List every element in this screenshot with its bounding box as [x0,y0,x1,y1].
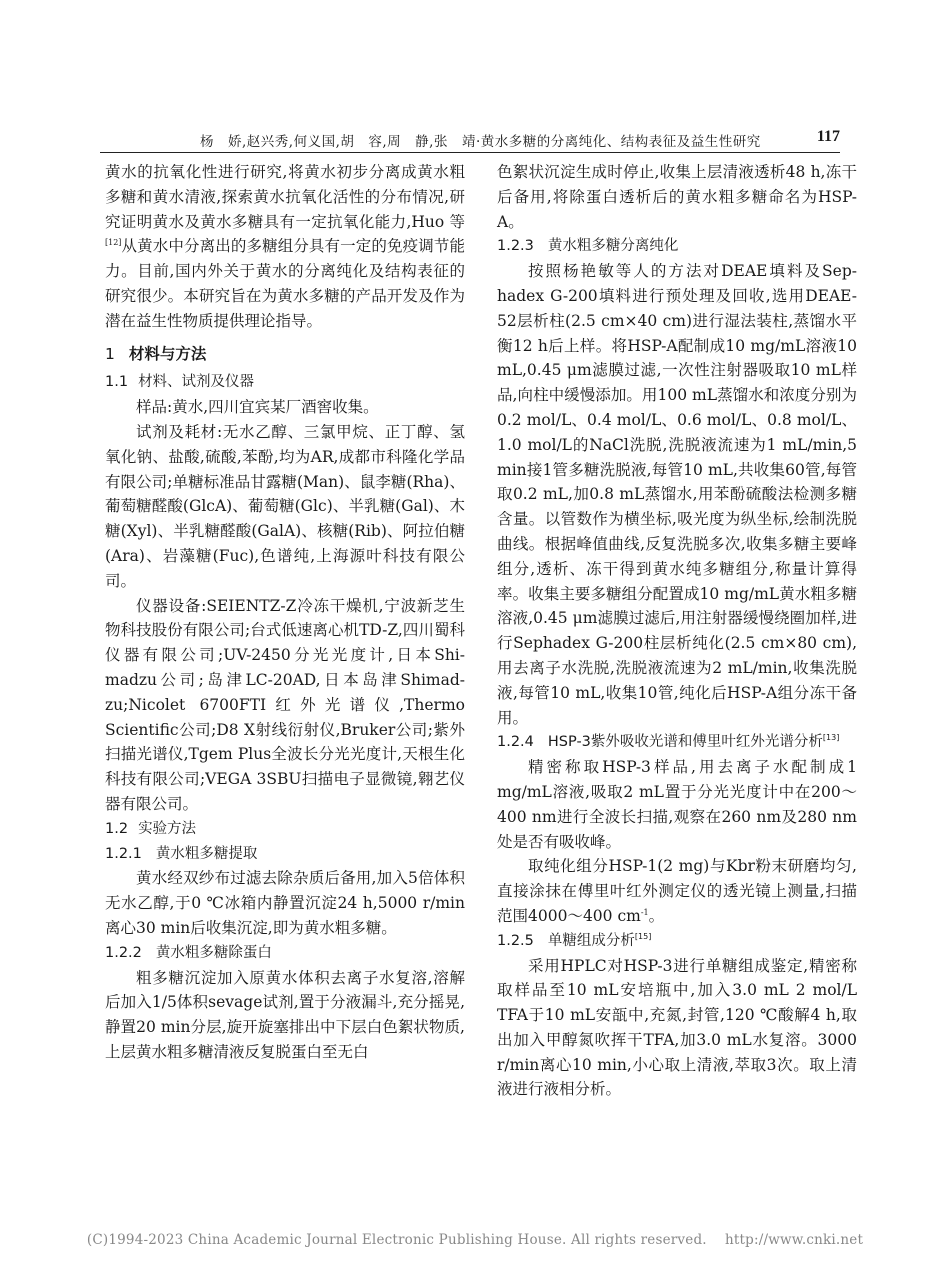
section-1-2-3-heading: 1.2.3 黄水粗多糖分离纯化 [497,238,679,255]
page-number: 117 [816,128,840,145]
monosaccharide-paragraph: 采用HPLC对HSP-3进行单糖组成鉴定,精密称取样品至10 mL安培瓶中,加入3.0 mL 2 mol/L TFA于10 mL安瓿中,充氮,封管,120 ℃酸解4 h,取出加入甲醇氮吹挥干TFA,加3.0 mL水复溶。3000 r/min离心10 min,小心取上清液,萃取3次。取上清液进行液相分析。 [497,956,857,1099]
ir-spectrum-paragraph: 取纯化组分HSP-1(2 mg)与Kbr粉末研磨均匀,直接涂抹在傅里叶红外测定仪的透光镜上测量,扫描范围4000～400 $cm^{-1}$。 [497,857,857,925]
section-1-2-5-heading: 1.2.5 单糖组成分析[15] [497,931,652,949]
copyright-footer: (C)1994-2023 China Academic Journal Electronic Publishing House. All rights reserved. http://www.cnki.net [86,1232,864,1248]
reagents-paragraph: 试剂及耗材:无水乙醇、三氯甲烷、正丁醇、氢氧化钠、盐酸,硫酸,苯酚,均为AR,成都市科隆化学品有限公司;单糖标准品甘露糖(Man)、鼠李糖(Rha)、葡萄糖醛酸(GlcA)、葡萄糖(Glc)、半乳糖(Gal)、木糖(Xyl)、半乳糖醛酸(GalA)、核糖(Rib)、阿拉伯糖(Ara)、岩藻糖(Fuc),色谱纯,上海源叶科技有限公司。 [105,422,465,590]
left-column [105,160,465,1065]
section-1-2-1-heading: 1.2.1 黄水粗多糖提取 [105,845,258,862]
sample-paragraph: 样品:黄水,四川宜宾某厂酒窖收集。 [136,398,379,417]
intro-paragraph: 黄水的抗氧化性进行研究,将黄水初步分离成黄水粗多糖和黄水清液,探索黄水抗氧化活性的分布情况,研究证明黄水及黄水多糖具有一定抗氧化能力,Huo 等[12]从黄水中分离出的多糖组分具有一定的免疫调节能力。目前,国内外关于黄水的分离纯化及结构表征的研究很少。本研究旨在为黄水多糖的产品开发及作为潜在益生性物质提供理论指导。 [105,163,465,330]
right-column [497,160,857,1102]
deproteinization-continued: 色絮状沉淀生成时停止,收集上层清液透析48 h,冻干后备用,将除蛋白透析后的黄水粗多糖命名为HSP-A。 [497,163,857,231]
citation-12[interactable]: [12] [105,238,122,248]
section-1-heading: 1 材料与方法 [105,344,207,363]
instruments-paragraph: 仪器设备:SEIENTZ-Z冷冻干燥机,宁波新芝生物科技股份有限公司;台式低速离心机TD-Z,四川蜀科仪器有限公司;UV-2450分光光度计,日本Shi-madzu公司;岛津LC-20AD,日本岛津Shimad-zu;Nicolet 6700FTI红外光谱仪,Thermo Scientific公司;D8 X射线衍射仪,Bruker公司;紫外扫描光谱仪,Tgem Plus全波长分光光度计,天根生化科技有限公司;VEGA 3SBU扫描电子显微镜,翱艺仪器有限公司。 [105,596,465,813]
purification-paragraph: 按照杨艳敏等人的方法对DEAE填料及Sep-hadex G-200填料进行预处理及回收,选用DEAE-52层析柱(2.5 cm×40 cm)进行湿法装柱,蒸馏水平衡12 h后上样。将HSP-A配制成10 mg/mL溶液10 mL,0.45 μm滤膜过滤,一次性注射器吸取10 mL样品,向柱中缓慢添加。用100 mL蒸馏水和浓度分别为0.2 mol/L、0.4 mol/L、0.6 mol/L、0.8 mol/L、1.0 mol/L的NaCl洗脱,洗脱液流速为1 mL/min,5 min接1管多糖洗脱液,每管10 mL,共收集60管,每管取0.2 mL,加0.8 mL蒸馏水,用苯酚硫酸法检测多糖含量。以管数作为横坐标,吸光度为纵坐标,绘制洗脱曲线。根据峰值曲线,反复洗脱多次,收集多糖主要峰组分,透析、冻干得到黄水纯多糖组分,称量计算得率。收集主要多糖组分配置成10 mg/mL黄水粗多糖溶液,0.45 μm滤膜过滤后,用注射器缓慢绕圈加样,进行Sephadex G-200柱层析纯化(2.5 cm×80 cm),用去离子水洗脱,洗脱液流速为2 mL/min,收集洗脱液,每管10 mL,收集10管,纯化后HSP-A组分冻干备用。 [497,262,857,727]
section-1-1-heading: 1.1 材料、试剂及仪器 [105,374,255,391]
extraction-paragraph: 黄水经双纱布过滤去除杂质后备用,加入5倍体积无水乙醇,于0 ℃冰箱内静置沉淀24 h,5000 r/min 离心30 min后收集沉淀,即为黄水粗多糖。 [105,869,465,937]
section-1-2-2-heading: 1.2.2 黄水粗多糖除蛋白 [105,944,272,961]
deproteinization-paragraph: 粗多糖沉淀加入原黄水体积去离子水复溶,溶解后加入1/5体积sevage试剂,置于分液漏斗,充分摇晃,静置20 min分层,旋开旋塞排出中下层白色絮状物质,上层黄水粗多糖清液反复脱蛋白至无白 [105,968,465,1061]
section-1-2-4-heading: 1.2.4 HSP-3紫外吸收光谱和傅里叶红外光谱分析[13] [497,733,840,751]
citation-15[interactable]: [15] [634,931,652,941]
running-header [100,130,840,153]
section-1-2-heading: 1.2 实验方法 [105,820,197,837]
header-authors-title: 杨 娇,赵兴秀,何义国,胡 容,周 静,张 靖·黄水多糖的分离纯化、结构表征及益生性研究 [200,134,761,150]
uv-spectrum-paragraph: 精密称取HSP-3样品,用去离子水配制成1 mg/mL溶液,吸取2 mL置于分光光度计中在200～400 nm进行全波长扫描,观察在260 nm及280 nm处是否有吸收峰。 [497,758,857,851]
citation-13[interactable]: [13] [822,733,840,743]
